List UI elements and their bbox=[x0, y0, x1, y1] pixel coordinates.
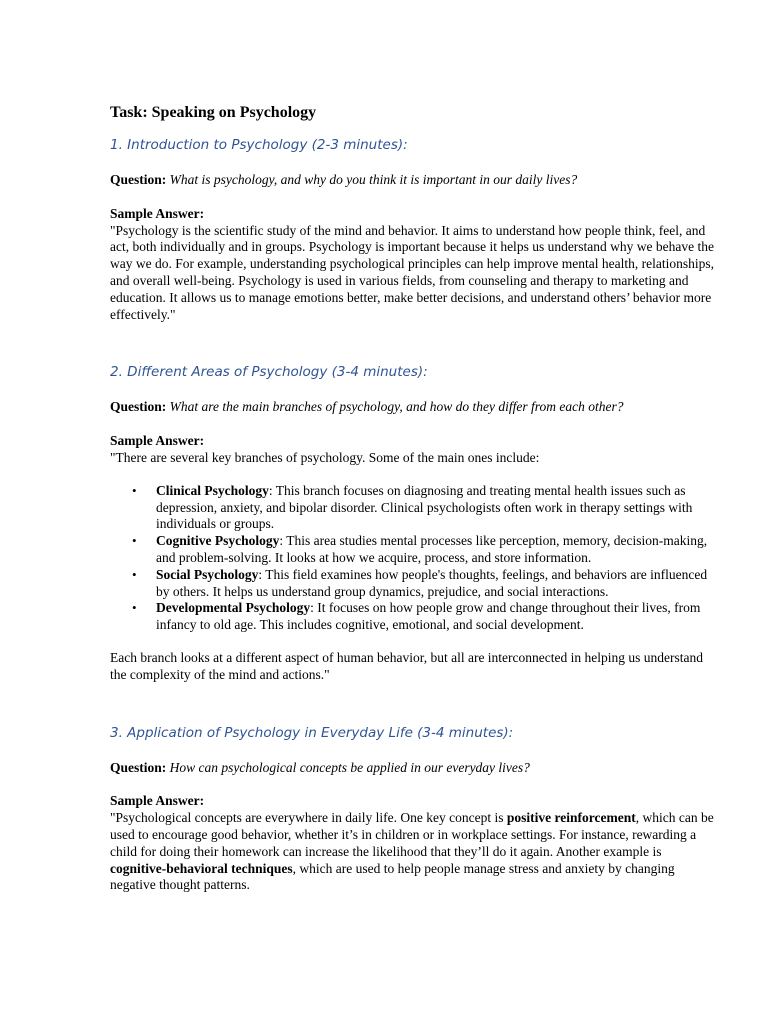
sample-answer-label: Sample Answer: bbox=[110, 433, 205, 449]
branch-description: : This field examines how people's thoughts, feelings, and behaviors are influenced by others. It helps us understand group dynamics, prejudice, and social interactions. bbox=[156, 566, 708, 599]
sample-answer-outro: Each branch looks at a different aspect of human behavior, but all are interconnected in helping us understand the complexity of the mind and actions." bbox=[110, 649, 703, 682]
section-heading-introduction: 1. Introduction to Psychology (2-3 minutes): bbox=[110, 137, 408, 153]
question-label: Question: bbox=[110, 759, 167, 775]
sample-answer-intro: "There are several key branches of psychology. Some of the main ones include: bbox=[110, 449, 540, 465]
branch-description: : This area studies mental processes like perception, memory, decision-making, and problem-solving. It looks at how we acquire, process, and store information. bbox=[156, 533, 708, 565]
answer-part: "Psychological concepts are everywhere in daily life. One key concept is bbox=[110, 810, 507, 826]
sample-answer-text: "Psychology is the scientific study of the mind and behavior. It aims to understand how people think, feel, and act, both individually and in groups. Psychology is important because it helps us understand why we behave the way we do. For example, understanding psychological principles can help improve mental health, relationships, and overall well-being. Psychology is used in various fields, from counseling and therapy to marketing and education. It allows us to manage emotions better, make better decisions, and understand others’ behavior more effectively." bbox=[110, 222, 715, 322]
document-page bbox=[110, 103, 715, 894]
sample-answer-label: Sample Answer: bbox=[110, 793, 205, 809]
answer-part: , which can be used to encourage good behavior, whether it’s in children or in workplace settings. For instance, rewarding a child for doing their homework can increase the likelihood that they’ll do it again. Another example is bbox=[110, 810, 714, 859]
question-application bbox=[110, 760, 715, 777]
branch-name: Cognitive Psychology bbox=[156, 533, 280, 549]
branches-list bbox=[110, 483, 715, 634]
list-item bbox=[132, 600, 715, 634]
branch-name: Clinical Psychology bbox=[156, 482, 269, 498]
bullet-icon: • bbox=[132, 566, 137, 582]
branch-description: : It focuses on how people grow and change throughout their lives, from infancy to old age. This includes cognitive, emotional, and social development. bbox=[156, 600, 701, 633]
question-areas bbox=[110, 399, 715, 416]
branch-description: : This branch focuses on diagnosing and treating mental health issues such as depression, anxiety, and bipolar disorder. Clinical psychologists often work in therapy settings with individuals or groups. bbox=[156, 482, 693, 532]
bullet-icon: • bbox=[132, 600, 137, 616]
answer-part: , which are used to help people manage stress and anxiety by changing negative thought patterns. bbox=[110, 860, 675, 893]
section-heading-areas: 2. Different Areas of Psychology (3-4 minutes): bbox=[110, 364, 428, 381]
branch-name: Social Psychology bbox=[156, 566, 259, 582]
question-introduction bbox=[110, 172, 715, 189]
sample-answer-text bbox=[110, 810, 715, 894]
section-spacer bbox=[110, 323, 715, 364]
bullet-icon: • bbox=[132, 533, 137, 549]
list-item bbox=[132, 566, 715, 601]
list-item bbox=[132, 533, 715, 567]
list-item bbox=[132, 482, 715, 533]
question-text: How can psychological concepts be applied in our everyday lives? bbox=[169, 759, 530, 775]
answer-emphasis: cognitive-behavioral techniques bbox=[110, 860, 293, 876]
question-label: Question: bbox=[110, 399, 167, 415]
question-text: What is psychology, and why do you think it is important in our daily lives? bbox=[169, 172, 578, 187]
section-spacer bbox=[110, 684, 715, 725]
question-text: What are the main branches of psychology, and how do they differ from each other? bbox=[169, 399, 624, 415]
answer-emphasis: positive reinforcement bbox=[506, 810, 636, 826]
question-label: Question: bbox=[110, 172, 167, 187]
bullet-icon: • bbox=[132, 482, 137, 498]
section-heading-application: 3. Application of Psychology in Everyday Life (3-4 minutes): bbox=[110, 724, 514, 741]
document-title: Task: Speaking on Psychology bbox=[110, 104, 317, 121]
sample-answer-label: Sample Answer: bbox=[110, 205, 205, 221]
branch-name: Developmental Psychology bbox=[156, 600, 311, 616]
